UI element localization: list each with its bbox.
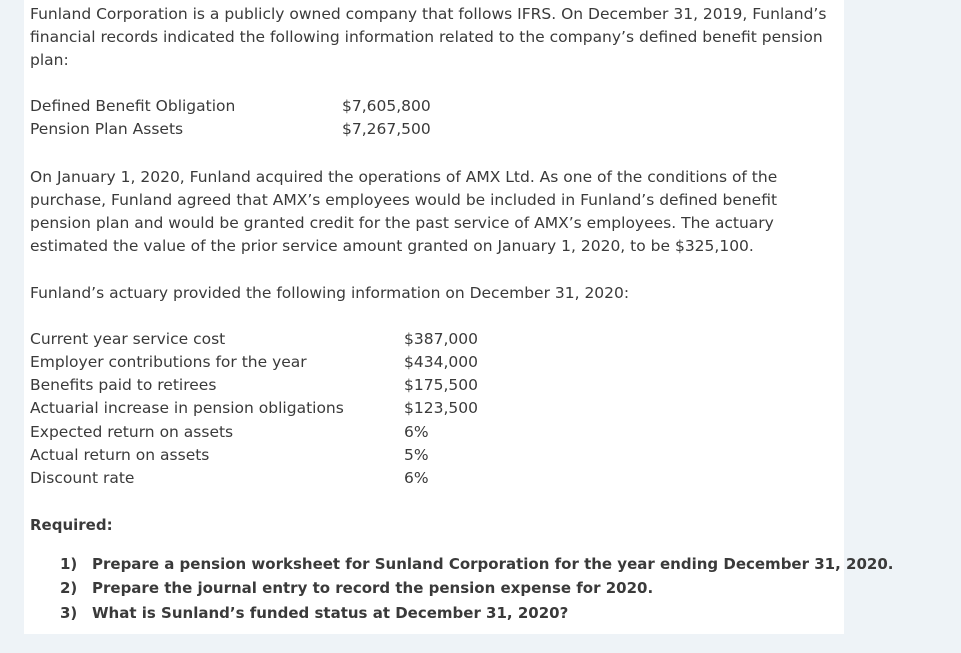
actuary-line: Funland’s actuary provided the following information on December 31, 2020: (30, 284, 630, 302)
row-label: Defined Benefit Obligation (30, 97, 236, 115)
item-number: 2) (60, 579, 78, 597)
problem-card (24, 0, 894, 634)
row-label: Benefits paid to retirees (30, 376, 217, 394)
item-text: What is Sunland’s funded status at December 31, 2020? (92, 604, 569, 622)
row-value: 6% (404, 469, 429, 487)
acquisition-line: pension plan and would be granted credit for the past service of AMX’s employees. The actuary (30, 214, 774, 232)
item-number: 1) (60, 555, 78, 573)
intro-line: plan: (30, 51, 69, 69)
acquisition-line: On January 1, 2020, Funland acquired the operations of AMX Ltd. As one of the conditions of the (30, 168, 778, 186)
row-value: $434,000 (404, 353, 478, 371)
row-label: Actual return on assets (30, 446, 210, 464)
acquisition-line: purchase, Funland agreed that AMX’s employees would be included in Funland’s defined benefit (30, 191, 778, 209)
item-number: 3) (60, 604, 78, 622)
acquisition-line: estimated the value of the prior service amount granted on January 1, 2020, to be $325,100. (30, 237, 754, 255)
acquisition-paragraph (30, 166, 777, 258)
required-heading: Required: (30, 516, 113, 534)
item-text: Prepare the journal entry to record the pension expense for 2020. (92, 579, 654, 597)
row-value: $7,605,800 (342, 97, 431, 115)
row-label: Actuarial increase in pension obligations (30, 399, 344, 417)
row-label: Discount rate (30, 469, 135, 487)
row-label: Employer contributions for the year (30, 353, 307, 371)
row-value: $387,000 (404, 330, 478, 348)
intro-line: financial records indicated the following information related to the company’s defined benefit pension (30, 28, 823, 46)
intro-paragraph (30, 3, 826, 72)
row-value: $175,500 (404, 376, 478, 394)
item-text: Prepare a pension worksheet for Sunland Corporation for the year ending December 31, 2020. (92, 555, 894, 573)
row-value: 5% (404, 446, 429, 464)
row-value: 6% (404, 423, 429, 441)
row-label: Expected return on assets (30, 423, 234, 441)
row-value: $7,267,500 (342, 120, 431, 138)
row-label: Pension Plan Assets (30, 120, 184, 138)
intro-line: Funland Corporation is a publicly owned company that follows IFRS. On December 31, 2019, Funland’s (30, 5, 827, 23)
row-label: Current year service cost (30, 330, 226, 348)
row-value: $123,500 (404, 399, 478, 417)
